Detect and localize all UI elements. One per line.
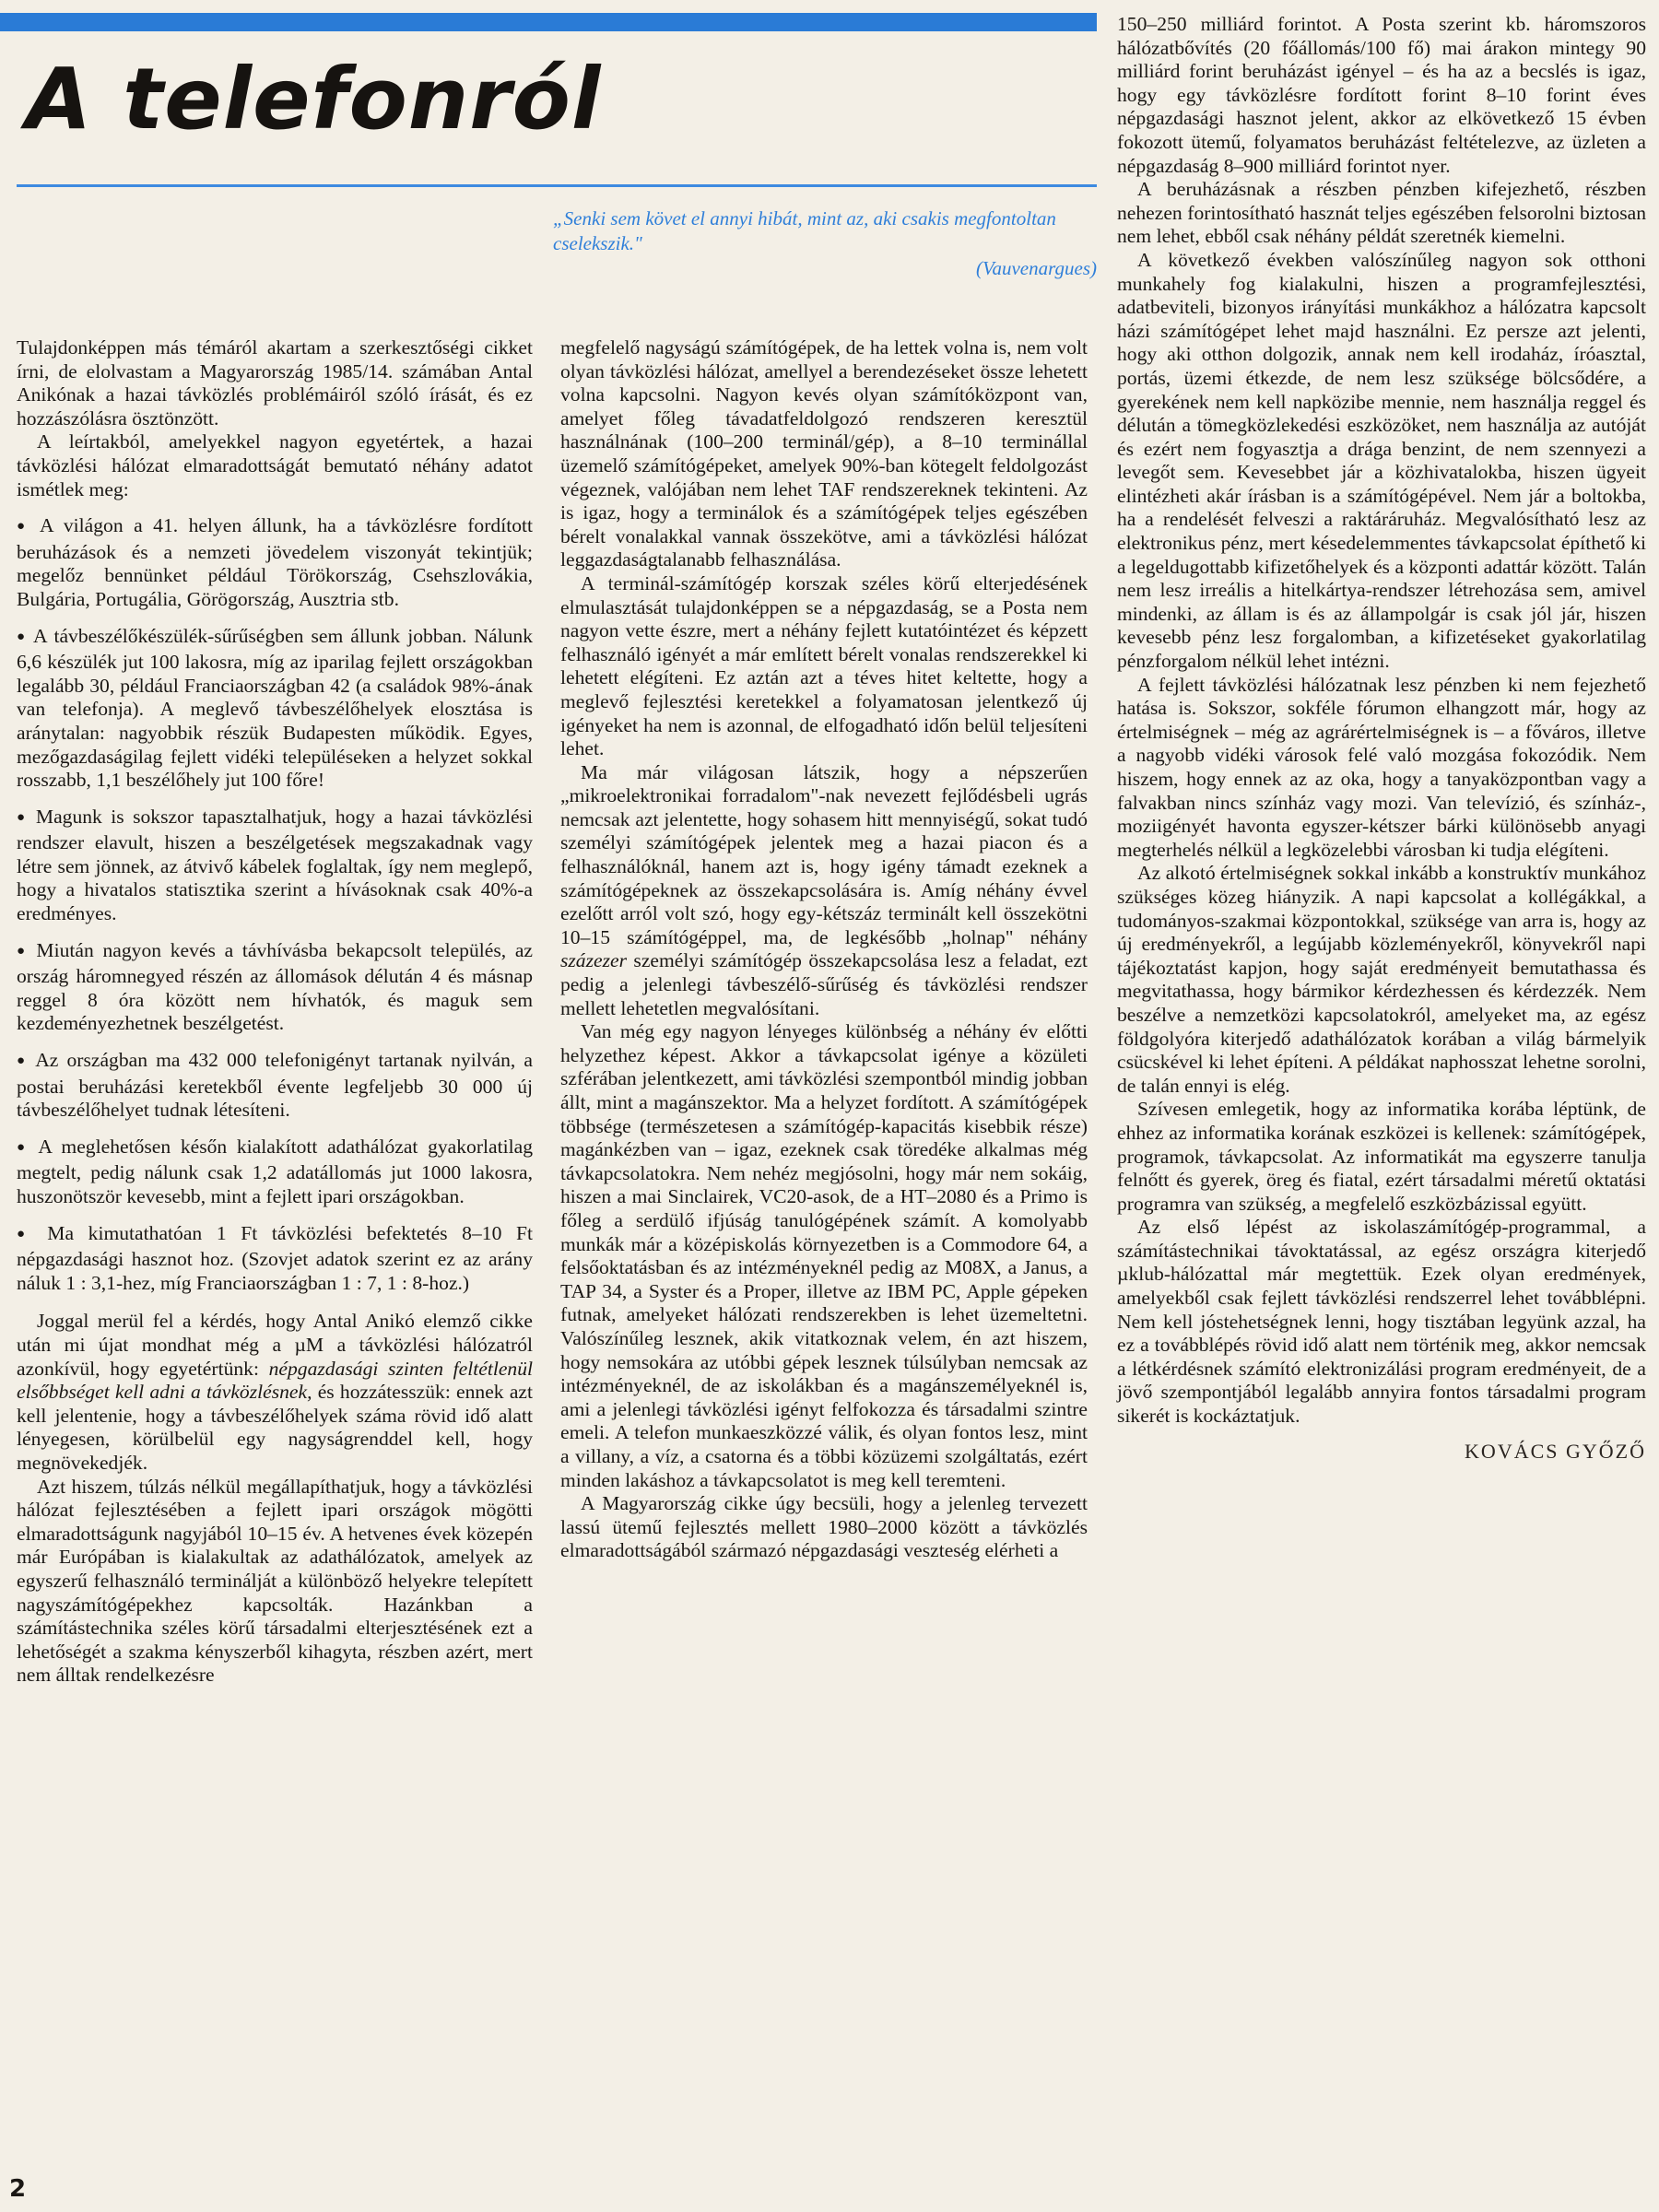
text-run: személyi számítógép összekapcsolása lesz a feladat, ezt pedig a jelenlegi távbeszélő-sűrűség és távközlési rendszer mellett lehetetlen megvalósítani. (560, 949, 1088, 1019)
paragraph (560, 761, 1088, 1021)
bullet-item: ● A világon a 41. helyen állunk, ha a távközlésre fordított beruházások és a nemzeti jövedelem viszonyát tekintjük; megelőz bennünket például Törökország, Csehszlovákia, Bulgária, Portugália, Görögország, Ausztria stb. (17, 514, 533, 611)
paragraph: A következő években valószínűleg nagyon sok otthoni munkahely fog kialakulni, hiszen a programfejlesztési, adatbeviteli, bizonyos irányítási munkákhoz a hálózatra kapcsolt házi számítógépet lehet majd használni. Ez persze azt jelenti, hogy aki otthon dolgozik, annak nem kell irodaház, íróasztal, portás, üzemi étkezde, de nem lesz szüksége bölcsődére, a gyerekének nem kell napközibe mennie, nem használja reggel és délután a tömegközlekedési eszközöket, nem használja az autóját és ezért nem fogyasztja a drága benzint, de nem szennyezi a levegőt sem. Kevesebbet jár a közhivatalokba, hiszen ügyeit elintézheti akár írásban is a számítógépével. Nem jár a boltokba, ha a rendelését felveszi a raktáráruház. Megvalósítható lesz az elektronikus pénz, mert késedelemmentes távkapcsolat építhető ki a legeldugottabb kifizetőhelyek és a központi adattár között. Talán nem lesz irreális a hitelkártya-rendszer létrehozása sem, amivel mindenki, az állam is és az állampolgár is csak jól jár, hiszen kevesebb pénz lesz forgalomban, a kifizetéseket gyakorlatilag pénzforgalom nélkül lehet intézni. (1117, 248, 1646, 673)
text-run: Joggal merül fel a kérdés, hogy Antal Anikó elemző cikke után mi újat mondhat még a µM a távközlési hálózatról azonkívül, hogy egyetértünk: (17, 1310, 533, 1380)
title-rule (17, 184, 1097, 187)
text-column-1 (17, 336, 533, 1688)
paragraph: A Magyarország cikke úgy becsüli, hogy a jelenleg tervezett lassú ütemű fejlesztés mellett 1980–2000 között a távközlés elmaradottságából származó népgazdasági veszteség elérheti a (560, 1492, 1088, 1562)
paragraph: Szívesen emlegetik, hogy az informatika korába léptünk, de ehhez az informatika korának eszközei is kellenek: számítógépek, programok, távkapcsolat. Az informatikát ma egyszerre tanulja felnőtt és gyerek, öreg és fiatal, ezért társadalmi méretű oktatási programra van szükség, a megfelelő eszközbázissal együtt. (1117, 1098, 1646, 1215)
bullet-item: ● Magunk is sokszor tapasztalhatjuk, hogy a hazai távközlési rendszer elavult, hiszen a beszélgetések megszakadnak vagy létre sem jönnek, az átvivő kábelek foglaltak, így nem meglepő, hogy a hivatalos statisztika szerint a hívásoknak csak 40%-a eredményes. (17, 806, 533, 926)
paragraph: A leírtakból, amelyekkel nagyon egyetértek, a hazai távközlési hálózat elmaradottságát bemutató néhány adatot ismétlek meg: (17, 430, 533, 500)
motto-author: (Vauvenargues) (975, 257, 1097, 279)
paragraph: Tulajdonképpen más témáról akartam a szerkesztőségi cikket írni, de elolvastam a Magyarország 1985/14. számában Antal Anikónak a hazai távközlés problémáiról szóló írását, és ez hozzászólásra ösztönzött. (17, 336, 533, 429)
paragraph: A beruházásnak a részben pénzben kifejezhető, részben nehezen forintosítható hasznát teljes egészében felsorolni biztosan nem lehet, ebből csak néhány példát szeretnék kiemelni. (1117, 178, 1646, 248)
emphasis-text: népgazdasági szinten feltétlenül elsőbbséget kell adni a távközlésnek, (17, 1357, 534, 1404)
paragraph: Az első lépést az iskolaszámítógép-programmal, a számítástechnikai távoktatással, az egész országra kiterjedő µklub-hálózattal már megtettük. Ezek olyan eredmények, amelyekből csak fejlett távközlési rendszerrel lehet továbblépni. Nem kell jóstehetségnek lenni, hogy tisztában legyünk azzal, ha ez a továbblépés rövid idő alatt nem történik meg, akkor nemcsak a létkérdésnek számító elektronizálási program eredményeit, de a jövő szempontjából legalább annyira fontos társadalmi program sikerét is kockáztatjuk. (1117, 1216, 1646, 1428)
paragraph: Azt hiszem, túlzás nélkül megállapíthatjuk, hogy a távközlési hálózat fejlesztésében a fejlett ipari országok mögötti elmaradottságunk nagyjából 10–15 év. A hetvenes évek közepén már Európában is kialakultak az adathálózatok, amelyek az egyszerű felhasználó terminálját a különböző helyekre telepített nagyszámítógépekhez kapcsolták. Hazánkban a számítástechnika széles körű társadalmi elterjesztésének ezt a lehetőségét a szakma kényszerből kihagyta, részben azért, mert nem álltak rendelkezésre (17, 1475, 533, 1687)
paragraph: A terminál-számítógép korszak széles körű elterjedésének elmulasztását tulajdonképpen se a népgazdaság, se a Posta nem nagyon vette észre, mert a néhány fejlett kutatóintézet és képzett felhasználó igényét a már említett bérelt vonalas rendszerekkel ki lehetett elégíteni. Ez aztán azt a téves hitet keltette, hogy a meglevő fejlesztési keretekkel a folyamatosan jelentkező új igényeket ha nem is azonnal, de elfogadható időn belül teljesíteni lehet. (560, 571, 1088, 760)
article-title: A telefonról (26, 50, 602, 148)
text-run: és hozzátesszük: ennek azt kell jelentenie, hogy a távbeszélőhelyek száma rövid idő alatt lényegesen, körülbelül egy nagyságrenddel kell, hogy megnövekedjék. (17, 1381, 533, 1474)
text-column-2 (560, 336, 1088, 1563)
author-signature: KOVÁCS GYŐZŐ (1465, 1439, 1646, 1463)
paragraph: 150–250 milliárd forintot. A Posta szerint kb. háromszoros hálózatbővítés (20 főállomás/100 fő) mai árakon mintegy 90 milliárd forint beruházást igényel – és ha az a becslés is igaz, hogy egy távközlésre fordított forint 8–10 forint éves népgazdasági hasznot jelent, akkor az elkövetkező 15 évben fokozott ütemű, folyamatos beruházást feltételezve, az üzleten a népgazdaság 8–900 milliárd forintot nyer. (1117, 13, 1646, 177)
paragraph: A fejlett távközlési hálózatnak lesz pénzben ki nem fejezhető hatása is. Sokszor, sokféle fórumon elhangzott már, hogy az értelmiségnek – még az agrárértelmiségnek is – a főváros, illetve a nagyobb vidéki városok felé való mozgása fokozódik. Nem hiszem, hogy ennek az az oka, hogy a tanyaközpontban vagy a falvakban nincs színház vagy mozi. Van televízió, és színház-, moziigényét havonta egyszer-kétszer bárki különösebb anyagi megterhelés nélkül a legközelebbi városban ki tudja elégíteni. (1117, 673, 1646, 861)
bullet-item: ● A távbeszélőkészülék-sűrűségben sem állunk jobban. Nálunk 6,6 készülék jut 100 lakosra, míg az iparilag fejlett országokban legalább 30, például Franciaországban 42 (a családok 98%-ának van telefonja). A meglevő távbeszélőhelyek elosztása is aránytalan: nagyobbik részük Budapesten működik. Egyes, mezőgazdaságilag fejlett vidéki településeken a helyzet sokkal rosszabb, 1,1 beszélőhely jut 100 főre! (17, 625, 533, 793)
emphasis-text: százezer (560, 949, 627, 972)
bullet-item: ● Miután nagyon kevés a távhívásba bekapcsolt település, az ország háromnegyed részén az állomások délután 4 és másnap reggel 8 óra között nem hívhatók, és maguk sem kezdeményezhetnek beszélgetést. (17, 939, 533, 1036)
bullet-item: ● Ma kimutathatóan 1 Ft távközlési befektetés 8–10 Ft népgazdasági hasznot hoz. (Szovjet adatok szerint ez az arány náluk 1 : 3,1-hez, míg Franciaországban 1 : 7, 1 : 8-hoz.) (17, 1222, 533, 1296)
bullet-item: ● Az országban ma 432 000 telefonigényt tartanak nyilván, a postai beruházási keretekből évente legfeljebb 30 000 új távbeszélőhelyet tudnak létesíteni. (17, 1049, 533, 1123)
motto-quote: „Senki sem követ el annyi hibát, mint az, aki csakis megfontoltan cselekszik." (553, 207, 1056, 254)
motto (553, 206, 1097, 281)
top-color-bar (0, 13, 1097, 31)
text-run: Ma már világosan látszik, hogy a népszerűen „mikroelektronikai forradalom"-nak nevezett fejlődésbeli ugrás nemcsak azt jelentette, hogy sohasem hitt mennyiségű, sokat tudó személyi számítógépek jelentek meg a hazai piacon és a felhasználóknál, hanem azt is, hogy igény támadt ezeknek a számítógépeknek az összekapcsolására is. Amíg néhány évvel ezelőtt arról volt szó, hogy egy-kétszáz terminált kell összekötni 10–15 számítógéppel, ma, de legkésőbb „holnap" néhány (560, 760, 1088, 948)
paragraph (17, 1310, 533, 1475)
paragraph: megfelelő nagyságú számítógépek, de ha lettek volna is, nem volt olyan távközlési hálózat, amellyel a berendezéseket össze lehetett volna kapcsolni. Nagyon kevés olyan számítóközpont van, amelyet főleg távadatfeldolgozó rendszeren keresztül használnának (100–200 terminál/gép), a 8–10 terminállal üzemelő számítógépeket, amelyek 90%-ban kötegelt feldolgozást végeznek, valójában nem lehet TAF rendszereknek tekinteni. Az is igaz, hogy a terminálok és a számítógépek teljes egészében bérelt vonalakkal vannak összekötve, ami a távközlési hálózat leggazdaságtalanabb felhasználása. (560, 336, 1088, 571)
text-column-3 (1117, 13, 1646, 1463)
page-number: 2 (9, 2175, 27, 2203)
bullet-item: ● A meglehetősen későn kialakított adathálózat gyakorlatilag megtelt, pedig nálunk csak 1,2 adatállomás jut 1000 lakosra, huszonötször kevesebb, mint a fejlett ipari országokban. (17, 1135, 533, 1209)
paragraph: Van még egy nagyon lényeges különbség a néhány év előtti helyzethez képest. Akkor a távkapcsolat igénye a közületi szférában jelentkezett, ami távközlési szempontból mindig jobban állt, mint a magánszektor. Ma a helyzet fordított. A számítógépek többsége (természetesen a számítógép-kapacitás kisebbik része) magánkézben van – igaz, ezeknek csak töredéke alkalmas még távkapcsolatokra. Nem nehéz megjósolni, hogy már nem sokáig, hiszen a mai Sinclairek, VC20-asok, de a HT–2080 és a Primo is főleg a serdülő ifjúság tanulógépének számít. A komolyabb munkák már a középiskolás környezetben is a Commodore 64, a felsőoktatásban és az intézményeknél pedig az M08X, a Janus, a TAP 34, a Syster és a Proper, illetve az IBM PC, Apple gépeken futnak, amelyeket hálózati rendszerekben is lehet üzemeltetni. Valószínűleg lesznek, akik vitatkoznak velem, én azt hiszem, hogy nemsokára az utóbbi gépek lesznek túlsúlyban nemcsak az intézményeknél, de az iskolákban és a magánszemélyeknél is, ami a jelenlegi távközlési igényt felfokozza és társadalmi szintre emeli. A telefon munkaeszközzé válik, és olyan fontos lesz, mint a villany, a víz, a csatorna és a többi közüzemi szolgáltatás, ezért minden lakáshoz a távkapcsolatot is meg kell teremteni. (560, 1020, 1088, 1491)
paragraph: Az alkotó értelmiségnek sokkal inkább a konstruktív munkához szükséges közeg hiányzik. A napi kapcsolat a kollégákkal, a tudományos-szakmai központokkal, szüksége van arra is, hogy az új eredményekről, a legújabb közleményekről, könyvekről napi tájékoztatást kapjon, hogy saját eredményeit bemutathassa és megvitathassa, hogy bármikor kérdezhessen és kérdezzék. Nem beszélve a nemzetközi kapcsolatokról, amelyeket ma, az egész földgolyóra kiterjedő adathálózatok korában a világ bármelyik csücskével ki lehet építeni. A példákat naphosszat lehetne sorolni, de talán ennyi is elég. (1117, 862, 1646, 1097)
